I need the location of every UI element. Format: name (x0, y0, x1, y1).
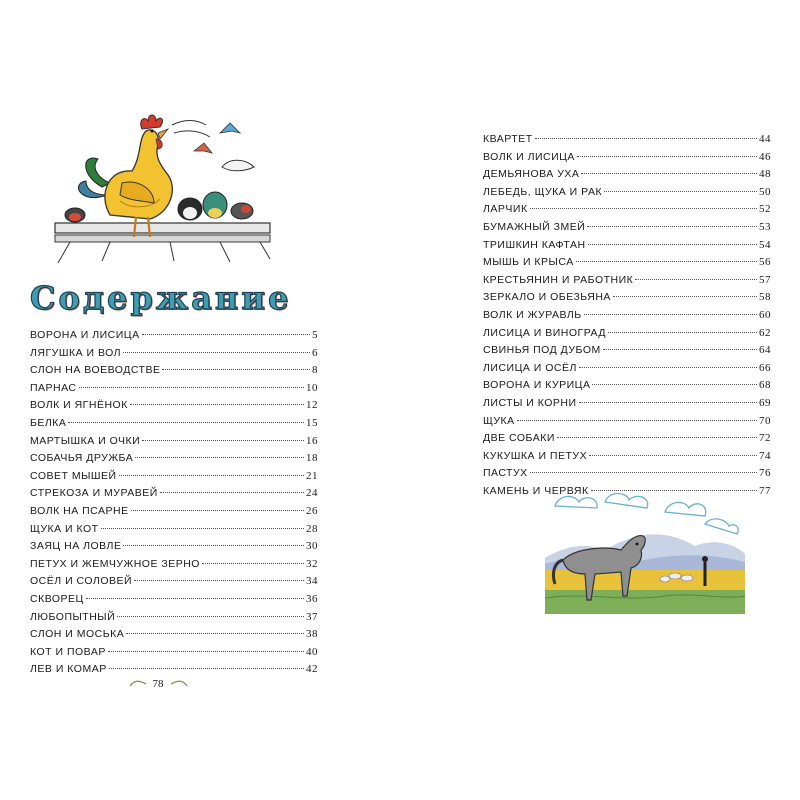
toc-dot-leader (588, 244, 757, 245)
toc-entry (30, 626, 318, 644)
toc-entry (483, 413, 771, 431)
toc-entry-page: 48 (759, 168, 771, 181)
toc-entry-title: ПАСТУХ (483, 467, 528, 480)
toc-entry-title: ТРИШКИН КАФТАН (483, 238, 586, 251)
toc-entry-page: 72 (759, 432, 771, 445)
toc-entry-title: КОТ И ПОВАР (30, 645, 106, 658)
right-page (400, 0, 800, 800)
toc-entry-title: ПЕТУХ И ЖЕМЧУЖНОЕ ЗЕРНО (30, 557, 200, 570)
toc-entry-title: ЛАРЧИК (483, 203, 528, 216)
toc-entry-title: ЛЕВ И КОМАР (30, 663, 107, 676)
toc-dot-leader (119, 475, 304, 476)
toc-dot-leader (587, 226, 757, 227)
toc-entry-title: ЗАЯЦ НА ЛОВЛЕ (30, 540, 122, 553)
toc-dot-leader (135, 457, 304, 458)
toc-entry-page: 38 (306, 628, 318, 641)
toc-dot-leader (592, 384, 757, 385)
toc-entry (483, 254, 771, 272)
toc-dot-leader (101, 528, 304, 529)
toc-dot-leader (603, 349, 757, 350)
toc-entry-title: ЩУКА (483, 414, 515, 427)
toc-entry-page: 58 (759, 291, 771, 304)
toc-entry (30, 573, 318, 591)
ornament-right-icon (170, 680, 188, 688)
toc-entry-title: ЗЕРКАЛО И ОБЕЗЬЯНА (483, 291, 611, 304)
table-of-contents-title: Содержание (30, 279, 292, 317)
toc-entry-title: СВИНЬЯ ПОД ДУБОМ (483, 344, 601, 357)
toc-dot-leader (130, 404, 304, 405)
toc-entry-title: ДЕМЬЯНОВА УХА (483, 168, 580, 181)
toc-entry-title: БЕЛКА (30, 416, 67, 429)
toc-entry (30, 362, 318, 380)
toc-entry-page: 76 (759, 467, 771, 480)
toc-entry-page: 18 (306, 452, 318, 465)
toc-dot-leader (517, 420, 757, 421)
toc-entry-title: ЩУКА И КОТ (30, 522, 99, 535)
toc-dot-leader (584, 314, 757, 315)
toc-dot-leader (577, 156, 757, 157)
toc-entry-title: СОВЕТ МЫШЕЙ (30, 469, 117, 482)
toc-entry-title: СОБАЧЬЯ ДРУЖБА (30, 452, 134, 465)
toc-dot-leader (109, 668, 304, 669)
toc-dot-leader (86, 598, 304, 599)
toc-entry (30, 503, 318, 521)
toc-entry-title: ВОЛК НА ПСАРНЕ (30, 504, 129, 517)
toc-entry (483, 184, 771, 202)
toc-entry-title: КАМЕНЬ И ЧЕРВЯК (483, 484, 589, 497)
toc-entry (30, 468, 318, 486)
page-number-footer (118, 676, 198, 692)
toc-entry (483, 430, 771, 448)
toc-entry-page: 74 (759, 449, 771, 462)
toc-dot-leader (126, 633, 304, 634)
toc-entry-page: 64 (759, 344, 771, 357)
toc-dot-leader (535, 138, 757, 139)
toc-dot-leader (604, 191, 757, 192)
toc-dot-leader (108, 651, 304, 652)
toc-entry (30, 327, 318, 345)
toc-entry (483, 149, 771, 167)
toc-entry-page: 53 (759, 220, 771, 233)
toc-dot-leader (68, 422, 304, 423)
toc-entry-page: 70 (759, 414, 771, 427)
toc-dot-leader (142, 440, 304, 441)
toc-entry-title: ЛИСИЦА И ВИНОГРАД (483, 326, 606, 339)
toc-entry-title: ЛЕБЕДЬ, ЩУКА И РАК (483, 185, 603, 198)
toc-entry (30, 538, 318, 556)
toc-entry (483, 395, 771, 413)
toc-entry-page: 5 (312, 329, 318, 341)
toc-entry-title: МАРТЫШКА И ОЧКИ (30, 434, 141, 447)
toc-dot-leader (123, 352, 310, 353)
toc-entry-page: 28 (306, 522, 318, 535)
toc-dot-leader (530, 208, 757, 209)
toc-entry-page: 16 (306, 434, 318, 447)
toc-entry (30, 397, 318, 415)
toc-dot-leader (579, 367, 757, 368)
toc-entry-page: 36 (306, 592, 318, 605)
toc-entry (483, 237, 771, 255)
toc-list-right (483, 131, 771, 500)
toc-entry (483, 272, 771, 290)
toc-entry-title: ПАРНАС (30, 381, 77, 394)
wolf-illustration (545, 488, 745, 618)
toc-dot-leader (579, 402, 757, 403)
toc-dot-leader (142, 334, 310, 335)
toc-entry-title: ЛЮБОПЫТНЫЙ (30, 610, 116, 623)
toc-entry-title: СЛОН НА ВОЕВОДСТВЕ (30, 364, 161, 377)
toc-dot-leader (162, 369, 310, 370)
toc-entry-page: 50 (759, 185, 771, 198)
toc-entry-title: БУМАЖНЫЙ ЗМЕЙ (483, 220, 586, 233)
toc-dot-leader (608, 332, 757, 333)
toc-entry (30, 591, 318, 609)
toc-entry-page: 69 (759, 396, 771, 409)
toc-entry (30, 556, 318, 574)
toc-entry-title: КУКУШКА И ПЕТУХ (483, 449, 588, 462)
toc-entry-title: СТРЕКОЗА И МУРАВЕЙ (30, 487, 158, 500)
toc-entry-title: ДВЕ СОБАКИ (483, 432, 555, 445)
toc-entry-title: СКВОРЕЦ (30, 592, 84, 605)
toc-entry-title: ЛИСИЦА И ОСЁЛ (483, 361, 577, 374)
toc-entry-page: 62 (759, 326, 771, 339)
toc-entry (30, 415, 318, 433)
toc-entry (483, 377, 771, 395)
toc-entry-title: ВОЛК И ЯГНЁНОК (30, 399, 128, 412)
toc-entry (30, 485, 318, 503)
toc-entry-title: ВОРОНА И ЛИСИЦА (30, 329, 140, 341)
toc-dot-leader (131, 510, 304, 511)
toc-entry-page: 60 (759, 308, 771, 321)
toc-entry-title: КВАРТЕТ (483, 133, 533, 145)
page-number: 78 (152, 678, 164, 690)
toc-entry-page: 40 (306, 645, 318, 658)
toc-dot-leader (79, 387, 305, 388)
toc-dot-leader (134, 580, 304, 581)
toc-entry-page: 34 (306, 575, 318, 588)
toc-entry-page: 10 (306, 381, 318, 394)
toc-entry (483, 289, 771, 307)
toc-entry-page: 32 (306, 557, 318, 570)
toc-entry (483, 307, 771, 325)
toc-entry (483, 166, 771, 184)
toc-entry (483, 448, 771, 466)
toc-entry-title: СЛОН И МОСЬКА (30, 628, 125, 641)
toc-entry (30, 644, 318, 662)
toc-entry-page: 46 (759, 150, 771, 163)
toc-entry (483, 360, 771, 378)
toc-entry (30, 345, 318, 363)
toc-dot-leader (557, 437, 757, 438)
toc-entry-page: 15 (306, 416, 318, 429)
toc-entry-page: 52 (759, 203, 771, 216)
toc-dot-leader (613, 296, 757, 297)
toc-entry-title: ЛЯГУШКА И ВОЛ (30, 346, 122, 359)
toc-entry-page: 30 (306, 540, 318, 553)
toc-entry (30, 521, 318, 539)
toc-entry-page: 42 (306, 663, 318, 676)
rooster-illustration (50, 105, 275, 265)
toc-entry (30, 433, 318, 451)
toc-entry-page: 77 (759, 484, 771, 497)
toc-entry-page: 37 (306, 610, 318, 623)
toc-entry-title: ОСЁЛ И СОЛОВЕЙ (30, 575, 133, 588)
toc-entry-page: 44 (759, 133, 771, 145)
toc-entry (483, 342, 771, 360)
toc-dot-leader (576, 261, 757, 262)
toc-entry-page: 12 (306, 399, 318, 412)
toc-dot-leader (530, 472, 757, 473)
toc-entry-title: МЫШЬ И КРЫСА (483, 256, 574, 269)
toc-entry (30, 609, 318, 627)
toc-entry-page: 68 (759, 379, 771, 392)
toc-dot-leader (635, 279, 757, 280)
toc-dot-leader (589, 455, 757, 456)
toc-entry (483, 465, 771, 483)
toc-dot-leader (160, 492, 304, 493)
toc-entry-title: ЛИСТЫ И КОРНИ (483, 396, 577, 409)
toc-entry-page: 54 (759, 238, 771, 251)
toc-dot-leader (202, 563, 304, 564)
toc-entry (30, 450, 318, 468)
toc-dot-leader (117, 616, 304, 617)
toc-entry (483, 131, 771, 149)
toc-entry-page: 6 (312, 346, 318, 359)
toc-entry-page: 24 (306, 487, 318, 500)
toc-dot-leader (581, 173, 757, 174)
toc-entry-page: 57 (759, 273, 771, 286)
toc-entry-title: КРЕСТЬЯНИН И РАБОТНИК (483, 273, 634, 286)
toc-entry-page: 56 (759, 256, 771, 269)
toc-entry-title: ВОЛК И ЖУРАВЛЬ (483, 308, 582, 321)
toc-dot-leader (123, 545, 304, 546)
toc-entry (30, 380, 318, 398)
toc-entry-page: 8 (312, 364, 318, 377)
toc-entry (483, 325, 771, 343)
ornament-left-icon (129, 680, 147, 688)
toc-entry (483, 219, 771, 237)
toc-list-left (30, 327, 318, 679)
toc-entry-page: 21 (306, 469, 318, 482)
toc-entry-title: ВОРОНА И КУРИЦА (483, 379, 591, 392)
toc-entry-page: 66 (759, 361, 771, 374)
toc-entry-page: 26 (306, 504, 318, 517)
toc-entry-title: ВОЛК И ЛИСИЦА (483, 150, 575, 163)
toc-entry (483, 201, 771, 219)
